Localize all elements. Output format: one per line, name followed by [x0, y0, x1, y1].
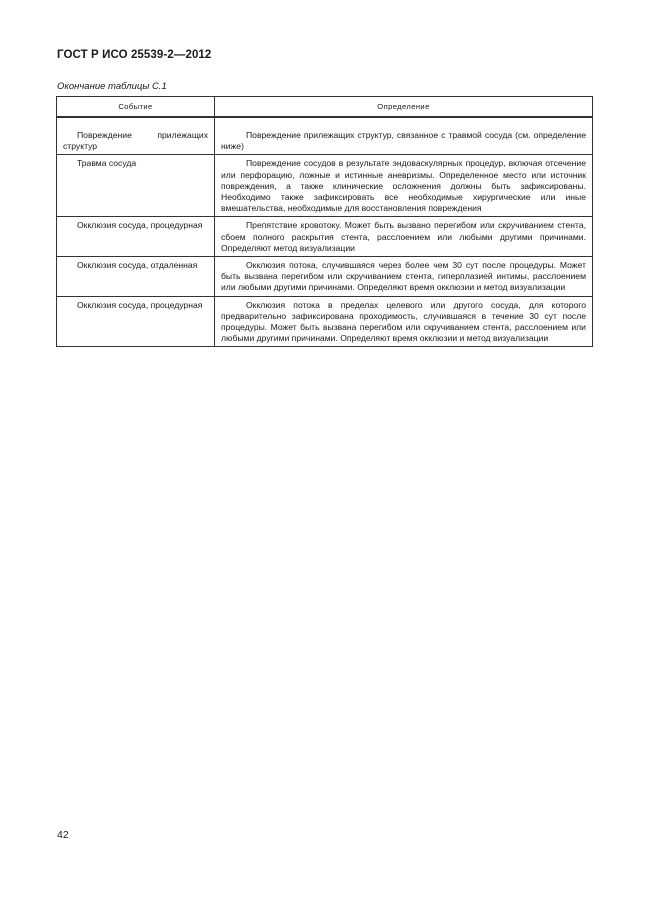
event-cell: Окклюзия сосуда, процедурная	[57, 217, 215, 257]
event-cell: Окклюзия сосуда, отдаленная	[57, 257, 215, 297]
table-row	[57, 155, 593, 217]
definition-cell: Повреждение прилежащих структур, связанное с травмой сосуда (см. определение ниже)	[215, 127, 593, 155]
table-row	[57, 257, 593, 297]
table-row	[57, 296, 593, 347]
definition-cell: Препятствие кровотоку. Может быть вызвано перегибом или скручиванием стента, сбоем полного раскрытия стента, расслоением или любыми другими причинами. Определяют метод визуализации	[215, 217, 593, 257]
event-cell: Травма сосуда	[57, 155, 215, 217]
definition-cell: Окклюзия потока в пределах целевого или другого сосуда, для которого предварительно зафиксирована проходимость, случившаяся в течение 30 сут после процедуры. Может быть вызвана перегибом или скручиванием стента, расслоением или любыми другими причинами. Определяют время окклюзии и метод визуализации	[215, 296, 593, 347]
column-header-event: Событие	[57, 97, 215, 118]
event-cell: Повреждение прилежащих структур	[57, 127, 215, 155]
document-code: ГОСТ Р ИСО 25539-2—2012	[57, 49, 212, 61]
table-caption: Окончание таблицы С.1	[57, 81, 167, 92]
page-number: 42	[57, 829, 69, 841]
spacer-cell	[215, 117, 593, 127]
column-header-definition: Определение	[215, 97, 593, 118]
definition-cell: Повреждение сосудов в результате эндоваскулярных процедур, включая отсечение или перфорацию, ложные и истинные аневризмы. Определенное место или источник повреждения, а также клинические осложнения должны быть зафиксированы. Необходимо также зафиксировать все необходимые хирургические или иные вмешательства, необходимые для восстановления повреждения	[215, 155, 593, 217]
definition-cell: Окклюзия потока, случившаяся через более чем 30 сут после процедуры. Может быть вызвана перегибом или скручиванием стента, гиперплазией интимы, расслоением или любыми другими причинами. Определяют время окклюзии и метод визуализации	[215, 257, 593, 297]
spacer-cell	[57, 117, 215, 127]
header-spacer-row	[57, 117, 593, 127]
definitions-table	[56, 96, 593, 347]
table-row	[57, 217, 593, 257]
table-header-row	[57, 97, 593, 118]
definitions-table-container	[56, 96, 592, 347]
event-cell: Окклюзия сосуда, процедурная	[57, 296, 215, 347]
table-row	[57, 127, 593, 155]
